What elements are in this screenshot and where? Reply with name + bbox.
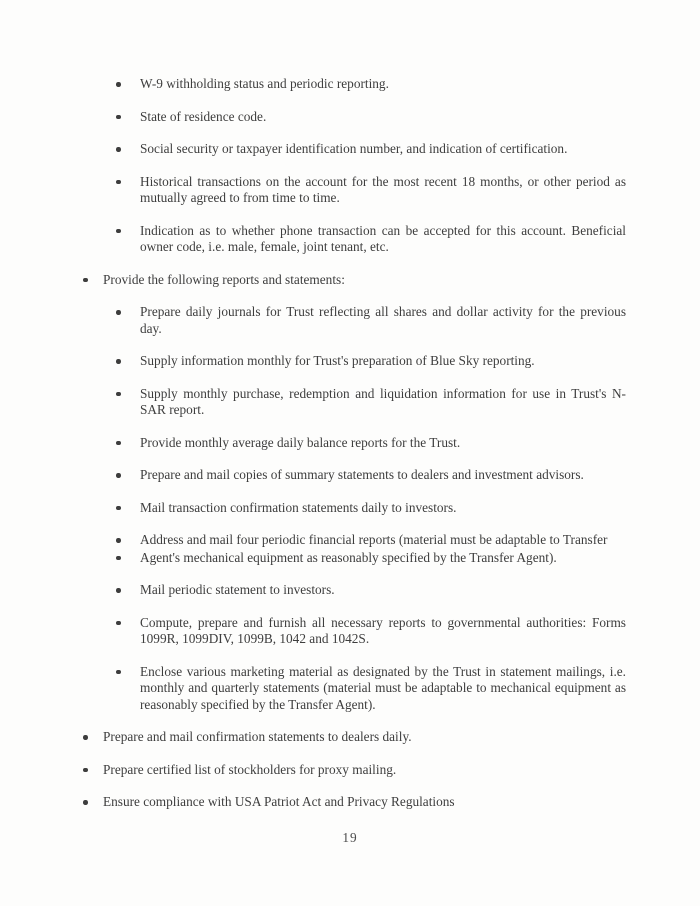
list-item: [0, 353, 700, 370]
list-item: [0, 467, 700, 484]
list-item-text: Enclose various marketing material as designated by the Trust in statement mailings, i.e. monthly and quarterly statements (material must be adaptable to mechanical equipment as reasonably specified by the Transfer Agent).: [140, 663, 626, 712]
list-item: [0, 272, 700, 289]
page-number: 19: [342, 830, 358, 845]
list-item-text: Compute, prepare and furnish all necessary reports to governmental authorities: Forms 1099R, 1099DIV, 1099B, 1042 and 1042S.: [140, 614, 626, 646]
list-item: [0, 304, 700, 337]
bullet-icon: [116, 353, 140, 370]
bullet-icon: [83, 272, 103, 289]
list-item: [0, 664, 700, 714]
list-item: [0, 141, 700, 158]
bullet-icon: [116, 304, 140, 337]
list-item-text: Address and mail four periodic financial reports (material must be adaptable to Transfer: [140, 532, 608, 547]
list-item: [0, 762, 700, 779]
list-item-text: Prepare and mail confirmation statements to dealers daily.: [103, 729, 412, 744]
list-item: [0, 435, 700, 452]
bullet-icon: [116, 550, 140, 567]
bullet-icon: [116, 174, 140, 207]
list-item-text: Prepare certified list of stockholders for proxy mailing.: [103, 761, 397, 777]
list-item: [0, 615, 700, 648]
list-item: [0, 532, 700, 549]
list-item-text: Mail transaction confirmation statements daily to investors.: [140, 499, 457, 515]
list-item-text: Provide the following reports and statements:: [103, 271, 345, 287]
list-item-text: Agent's mechanical equipment as reasonably specified by the Transfer Agent).: [140, 549, 557, 565]
list-item: [0, 500, 700, 517]
list-item: [0, 729, 700, 746]
list-item-text: Indication as to whether phone transaction can be accepted for this account. Beneficial owner code, i.e. male, female, joint tenant, etc.: [140, 222, 626, 254]
list-item-text: Supply information monthly for Trust's preparation of Blue Sky reporting.: [140, 353, 535, 368]
list-item: [0, 386, 700, 419]
list-item-text: State of residence code.: [140, 108, 267, 124]
list-item-text: Mail periodic statement to investors.: [140, 582, 335, 597]
list-item: [0, 76, 700, 93]
bullet-icon: [116, 582, 140, 599]
bullet-icon: [116, 109, 140, 126]
bullet-icon: [116, 223, 140, 256]
list-item: [0, 550, 700, 567]
list-item: [0, 223, 700, 256]
bullet-icon: [83, 729, 103, 746]
bullet-icon: [116, 386, 140, 419]
list-item: [0, 794, 700, 811]
list-item-text: Ensure compliance with USA Patriot Act and Privacy Regulations: [103, 794, 455, 809]
bullet-icon: [116, 76, 140, 93]
list-item-text: Prepare and mail copies of summary statements to dealers and investment advisors.: [140, 467, 584, 482]
bullet-icon: [116, 467, 140, 484]
list-item: [0, 109, 700, 126]
document-body: [0, 76, 700, 827]
bullet-icon: [83, 762, 103, 779]
list-item-text: Social security or taxpayer identification number, and indication of certification.: [140, 141, 568, 156]
bullet-icon: [116, 141, 140, 158]
list-item-text: Provide monthly average daily balance reports for the Trust.: [140, 434, 461, 450]
list-item-text: Historical transactions on the account for the most recent 18 months, or other period as mutually agreed to from time to time.: [140, 173, 626, 205]
bullet-icon: [116, 435, 140, 452]
bullet-icon: [116, 615, 140, 648]
bullet-icon: [116, 532, 140, 549]
list-item-text: Prepare daily journals for Trust reflecting all shares and dollar activity for the previous day.: [140, 304, 626, 336]
list-item-text: Supply monthly purchase, redemption and liquidation information for use in Trust's N-SAR report.: [140, 385, 626, 417]
list-item: [0, 582, 700, 599]
bullet-icon: [83, 794, 103, 811]
bullet-icon: [116, 664, 140, 714]
list-item-text: W-9 withholding status and periodic reporting.: [140, 76, 389, 91]
list-item: [0, 174, 700, 207]
bullet-icon: [116, 500, 140, 517]
